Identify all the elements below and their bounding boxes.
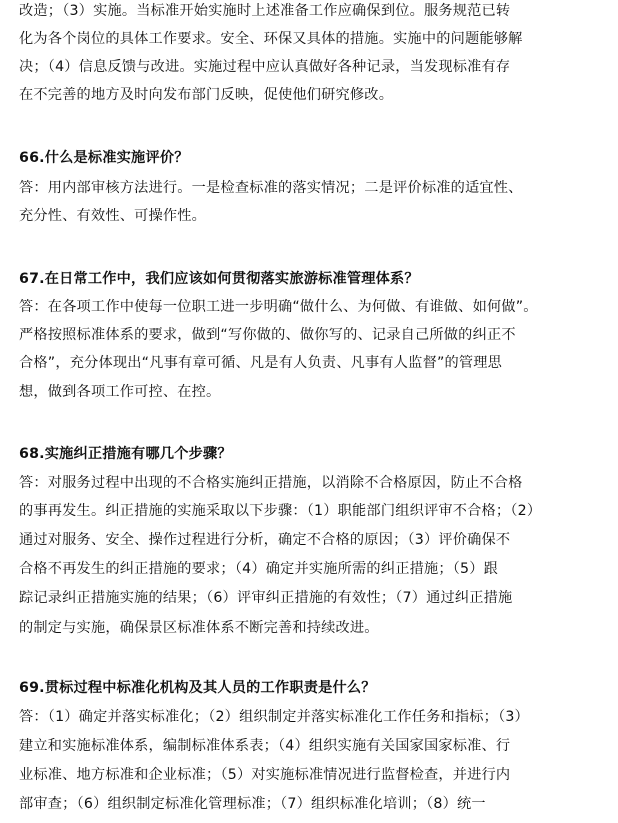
answer-line: 建立和实施标准体系，编制标准体系表；（4）组织实施有关国家国家标准、行 <box>19 738 511 754</box>
answer-line: 答：（1）确定并落实标准化；（2）组织制定并落实标准化工作任务和指标；（3） <box>19 709 529 725</box>
paragraph-line: 决；（4）信息反馈与改进。实施过程中应认真做好各种记录，当发现标准有存 <box>19 59 511 75</box>
answer-line: 踪记录纠正措施实施的结果；（6）评审纠正措施的有效性；（7）通过纠正措施 <box>19 590 513 606</box>
answer-line: 想，做到各项工作可控、在控。 <box>19 384 221 400</box>
answer-line: 答：用内部审核方法进行。一是检查标准的落实情况；二是评价标准的适宜性、 <box>19 180 523 196</box>
question-heading-68: 68.实施纠正措施有哪几个步骤？ <box>19 446 232 462</box>
answer-line: 合格不再发生的纠正措施的要求；（4）确定并实施所需的纠正措施；（5）跟 <box>19 561 499 577</box>
paragraph-line: 化为各个岗位的具体工作要求。安全、环保又具体的措施。实施中的问题能够解 <box>19 31 523 47</box>
answer-line: 答：在各项工作中使每一位职工进一步明确“做什么、为何做、有谁做、如何做”。 <box>19 299 538 315</box>
answer-line: 通过对服务、安全、操作过程进行分析，确定不合格的原因；（3）评价确保不 <box>19 532 511 548</box>
answer-line: 部审查；（6）组织制定标准化管理标准；（7）组织标准化培训；（8）统一 <box>19 796 486 812</box>
paragraph-line: 改造；（3）实施。当标准开始实施时上述准备工作应确保到位。服务规范已转 <box>19 3 511 19</box>
question-heading-69: 69.贯标过程中标准化机构及其人员的工作职责是什么？ <box>19 680 376 696</box>
question-heading-67: 67.在日常工作中，我们应该如何贯彻落实旅游标准管理体系？ <box>19 271 419 287</box>
paragraph-line: 在不完善的地方及时向发布部门反映，促使他们研究修改。 <box>19 87 394 103</box>
answer-line: 合格”，充分体现出“凡事有章可循、凡是有人负责、凡事有人监督”的管理思 <box>19 355 503 371</box>
answer-line: 的事再发生。纠正措施的实施采取以下步骤：（1）职能部门组织评审不合格；（2） <box>19 503 542 519</box>
question-heading-66: 66.什么是标准实施评价？ <box>19 150 189 166</box>
answer-line: 答：对服务过程中出现的不合格实施纠正措施，以消除不合格原因，防止不合格 <box>19 475 523 491</box>
answer-line: 严格按照标准体系的要求，做到“写你做的、做你写的、记录自己所做的纠正不 <box>19 327 516 343</box>
answer-line: 业标准、地方标准和企业标准；（5）对实施标准情况进行监督检查，并进行内 <box>19 767 511 783</box>
answer-line: 的制定与实施，确保景区标准体系不断完善和持续改进。 <box>19 620 379 636</box>
answer-line: 充分性、有效性、可操作性。 <box>19 208 207 224</box>
